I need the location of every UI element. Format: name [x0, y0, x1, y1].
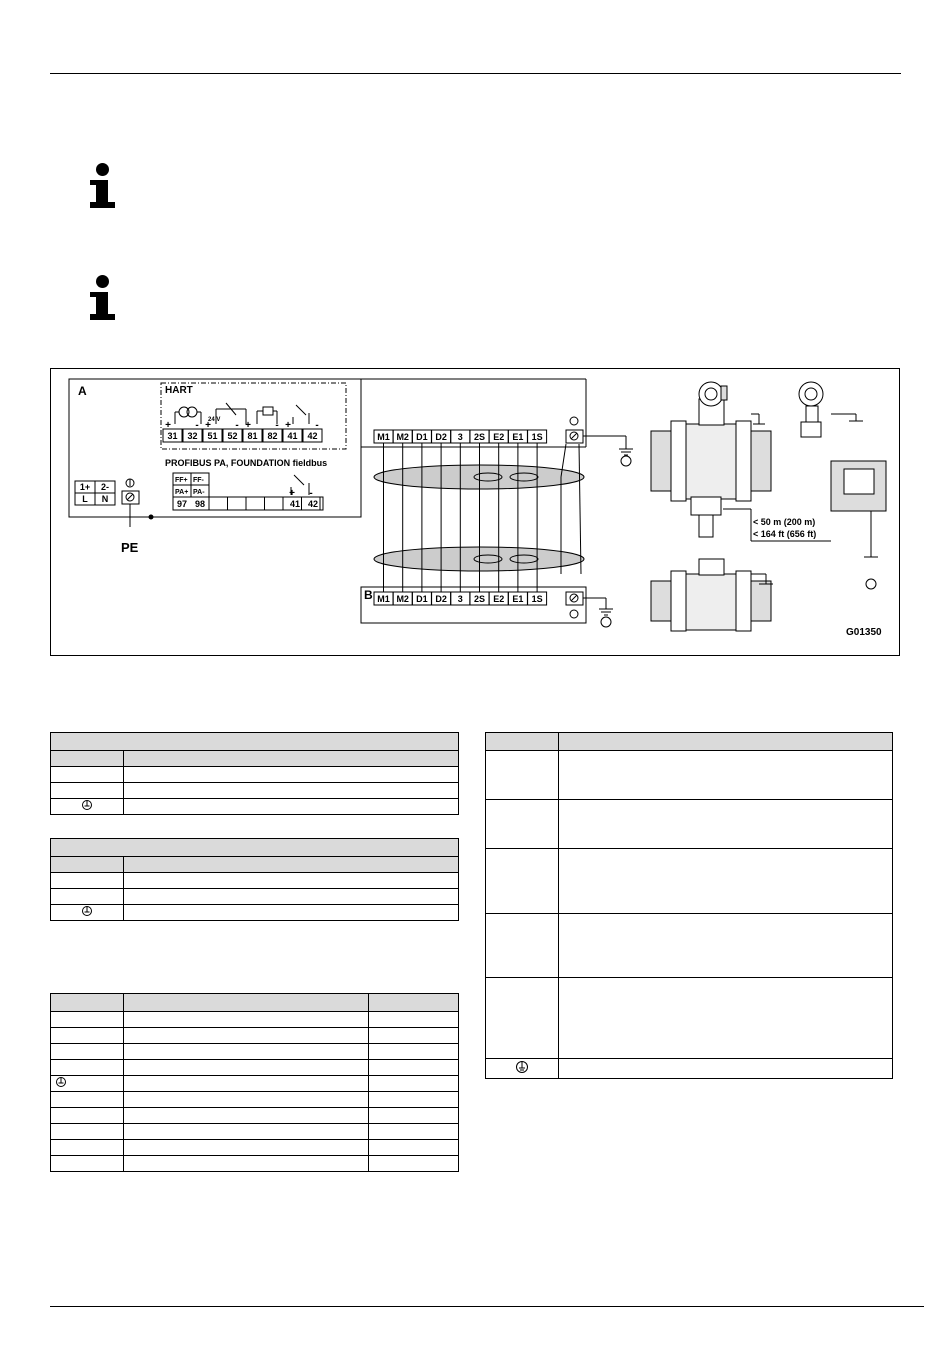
table-row — [51, 905, 459, 921]
fieldbus-terminal-label: 98 — [194, 499, 206, 509]
cable-terminal-label: 2S — [473, 594, 486, 604]
table-row — [486, 1059, 893, 1079]
hart-terminal-label: 32 — [187, 431, 198, 441]
cable-terminal-label: 3 — [457, 432, 463, 442]
fieldbus-cell-label: PA+ — [175, 489, 189, 496]
fieldbus-polarity: - — [309, 488, 313, 499]
fieldbus-cell-label: FF+ — [175, 477, 188, 484]
table-header-row — [51, 994, 459, 1012]
cable-terminal-label: 1S — [531, 594, 543, 604]
fieldbus-polarity: + — [289, 488, 295, 499]
table-row — [486, 751, 893, 800]
table-row — [486, 849, 893, 914]
fieldbus-terminal-label: 42 — [307, 499, 319, 509]
mains-top-label: 1+ — [79, 482, 91, 492]
fieldbus-terminal-label: 97 — [176, 499, 188, 509]
table-title-row — [51, 839, 459, 857]
cable-terminal-label: 2S — [473, 432, 486, 442]
hart-terminal-label: 31 — [167, 431, 178, 441]
ground-icon — [55, 1076, 67, 1088]
table-header-row — [486, 733, 893, 751]
mains-bottom-label: L — [82, 494, 88, 504]
cable-terminal-label: E1 — [512, 594, 524, 604]
cable-terminal-label: M1 — [377, 432, 390, 442]
connection-diagram — [50, 368, 900, 656]
ground-icon — [515, 1060, 529, 1074]
cable-terminal-label: D1 — [416, 432, 428, 442]
hart-terminal-label: 82 — [267, 431, 278, 441]
figure-id: G01350 — [846, 627, 882, 638]
pe-label: PE — [121, 540, 139, 555]
table-row — [51, 1012, 459, 1028]
hart-polarity: + — [245, 420, 251, 431]
hart-terminal-label: 52 — [227, 431, 238, 441]
cable-terminal-label: E2 — [493, 594, 505, 604]
hart-terminal-label: 51 — [207, 431, 218, 441]
info-icon — [90, 163, 116, 208]
table-row — [51, 1092, 459, 1108]
table-row — [51, 783, 459, 799]
hart-polarity: + — [285, 420, 291, 431]
label-a: A — [78, 384, 87, 398]
cable-terminal-label: D1 — [416, 594, 428, 604]
distance-ft: < 164 ft (656 ft) — [753, 529, 817, 539]
cable-terminal-label: E1 — [512, 432, 524, 442]
hart-terminal-label: 42 — [307, 431, 318, 441]
fieldbus-title: PROFIBUS PA, FOUNDATION fieldbus — [165, 458, 328, 468]
cable-terminal-label: M2 — [396, 594, 409, 604]
table-mains-dc — [50, 838, 459, 921]
table-row — [486, 800, 893, 849]
fieldbus-cell-label: PA- — [193, 489, 205, 496]
cable-terminal-label: 1S — [531, 432, 543, 442]
table-row — [51, 1076, 459, 1092]
table-outputs — [485, 732, 893, 1079]
table-row — [486, 914, 893, 978]
mains-bottom-label: N — [101, 494, 109, 504]
hart-polarity: + — [205, 420, 211, 431]
ground-icon — [81, 905, 93, 917]
table-row — [51, 1108, 459, 1124]
hart-title: HART — [165, 385, 193, 396]
label-b: B — [364, 588, 373, 602]
cable-terminal-label: 3 — [457, 594, 463, 604]
table-row — [486, 978, 893, 1059]
hart-polarity: - — [315, 420, 319, 431]
hart-24v: 24 V — [208, 417, 221, 423]
table-title-row — [51, 733, 459, 751]
table-row — [51, 1028, 459, 1044]
table-signal-cable — [50, 993, 459, 1172]
flowmeter-illustrations — [651, 382, 886, 631]
ground-icon — [81, 799, 93, 811]
table-row — [51, 889, 459, 905]
cable-terminal-label: M2 — [396, 432, 409, 442]
cable-terminal-label: M1 — [377, 594, 390, 604]
hart-terminal-label: 81 — [247, 431, 258, 441]
table-row — [51, 799, 459, 815]
info-icon — [90, 275, 116, 320]
table-row — [51, 1124, 459, 1140]
distance-m: < 50 m (200 m) — [753, 517, 816, 527]
hart-polarity: - — [235, 420, 239, 431]
fieldbus-terminal-label: 41 — [289, 499, 301, 509]
table-header-row — [51, 857, 459, 873]
cable-terminal-label: E2 — [493, 432, 505, 442]
header-rule — [50, 73, 901, 74]
table-row — [51, 1044, 459, 1060]
hart-polarity: - — [275, 420, 279, 431]
cable-terminal-label: D2 — [435, 432, 447, 442]
table-row — [51, 1140, 459, 1156]
fieldbus-cell-label: FF- — [193, 477, 204, 484]
table-row — [51, 767, 459, 783]
hart-polarity: - — [195, 420, 199, 431]
cable-terminal-label: D2 — [435, 594, 447, 604]
table-row — [51, 1156, 459, 1172]
table-row — [51, 1060, 459, 1076]
hart-terminal-label: 41 — [287, 431, 298, 441]
table-mains-ac — [50, 732, 459, 815]
table-header-row — [51, 751, 459, 767]
table-row — [51, 873, 459, 889]
hart-polarity: + — [165, 420, 171, 431]
footer-rule — [50, 1306, 924, 1307]
mains-top-label: 2- — [100, 482, 110, 492]
